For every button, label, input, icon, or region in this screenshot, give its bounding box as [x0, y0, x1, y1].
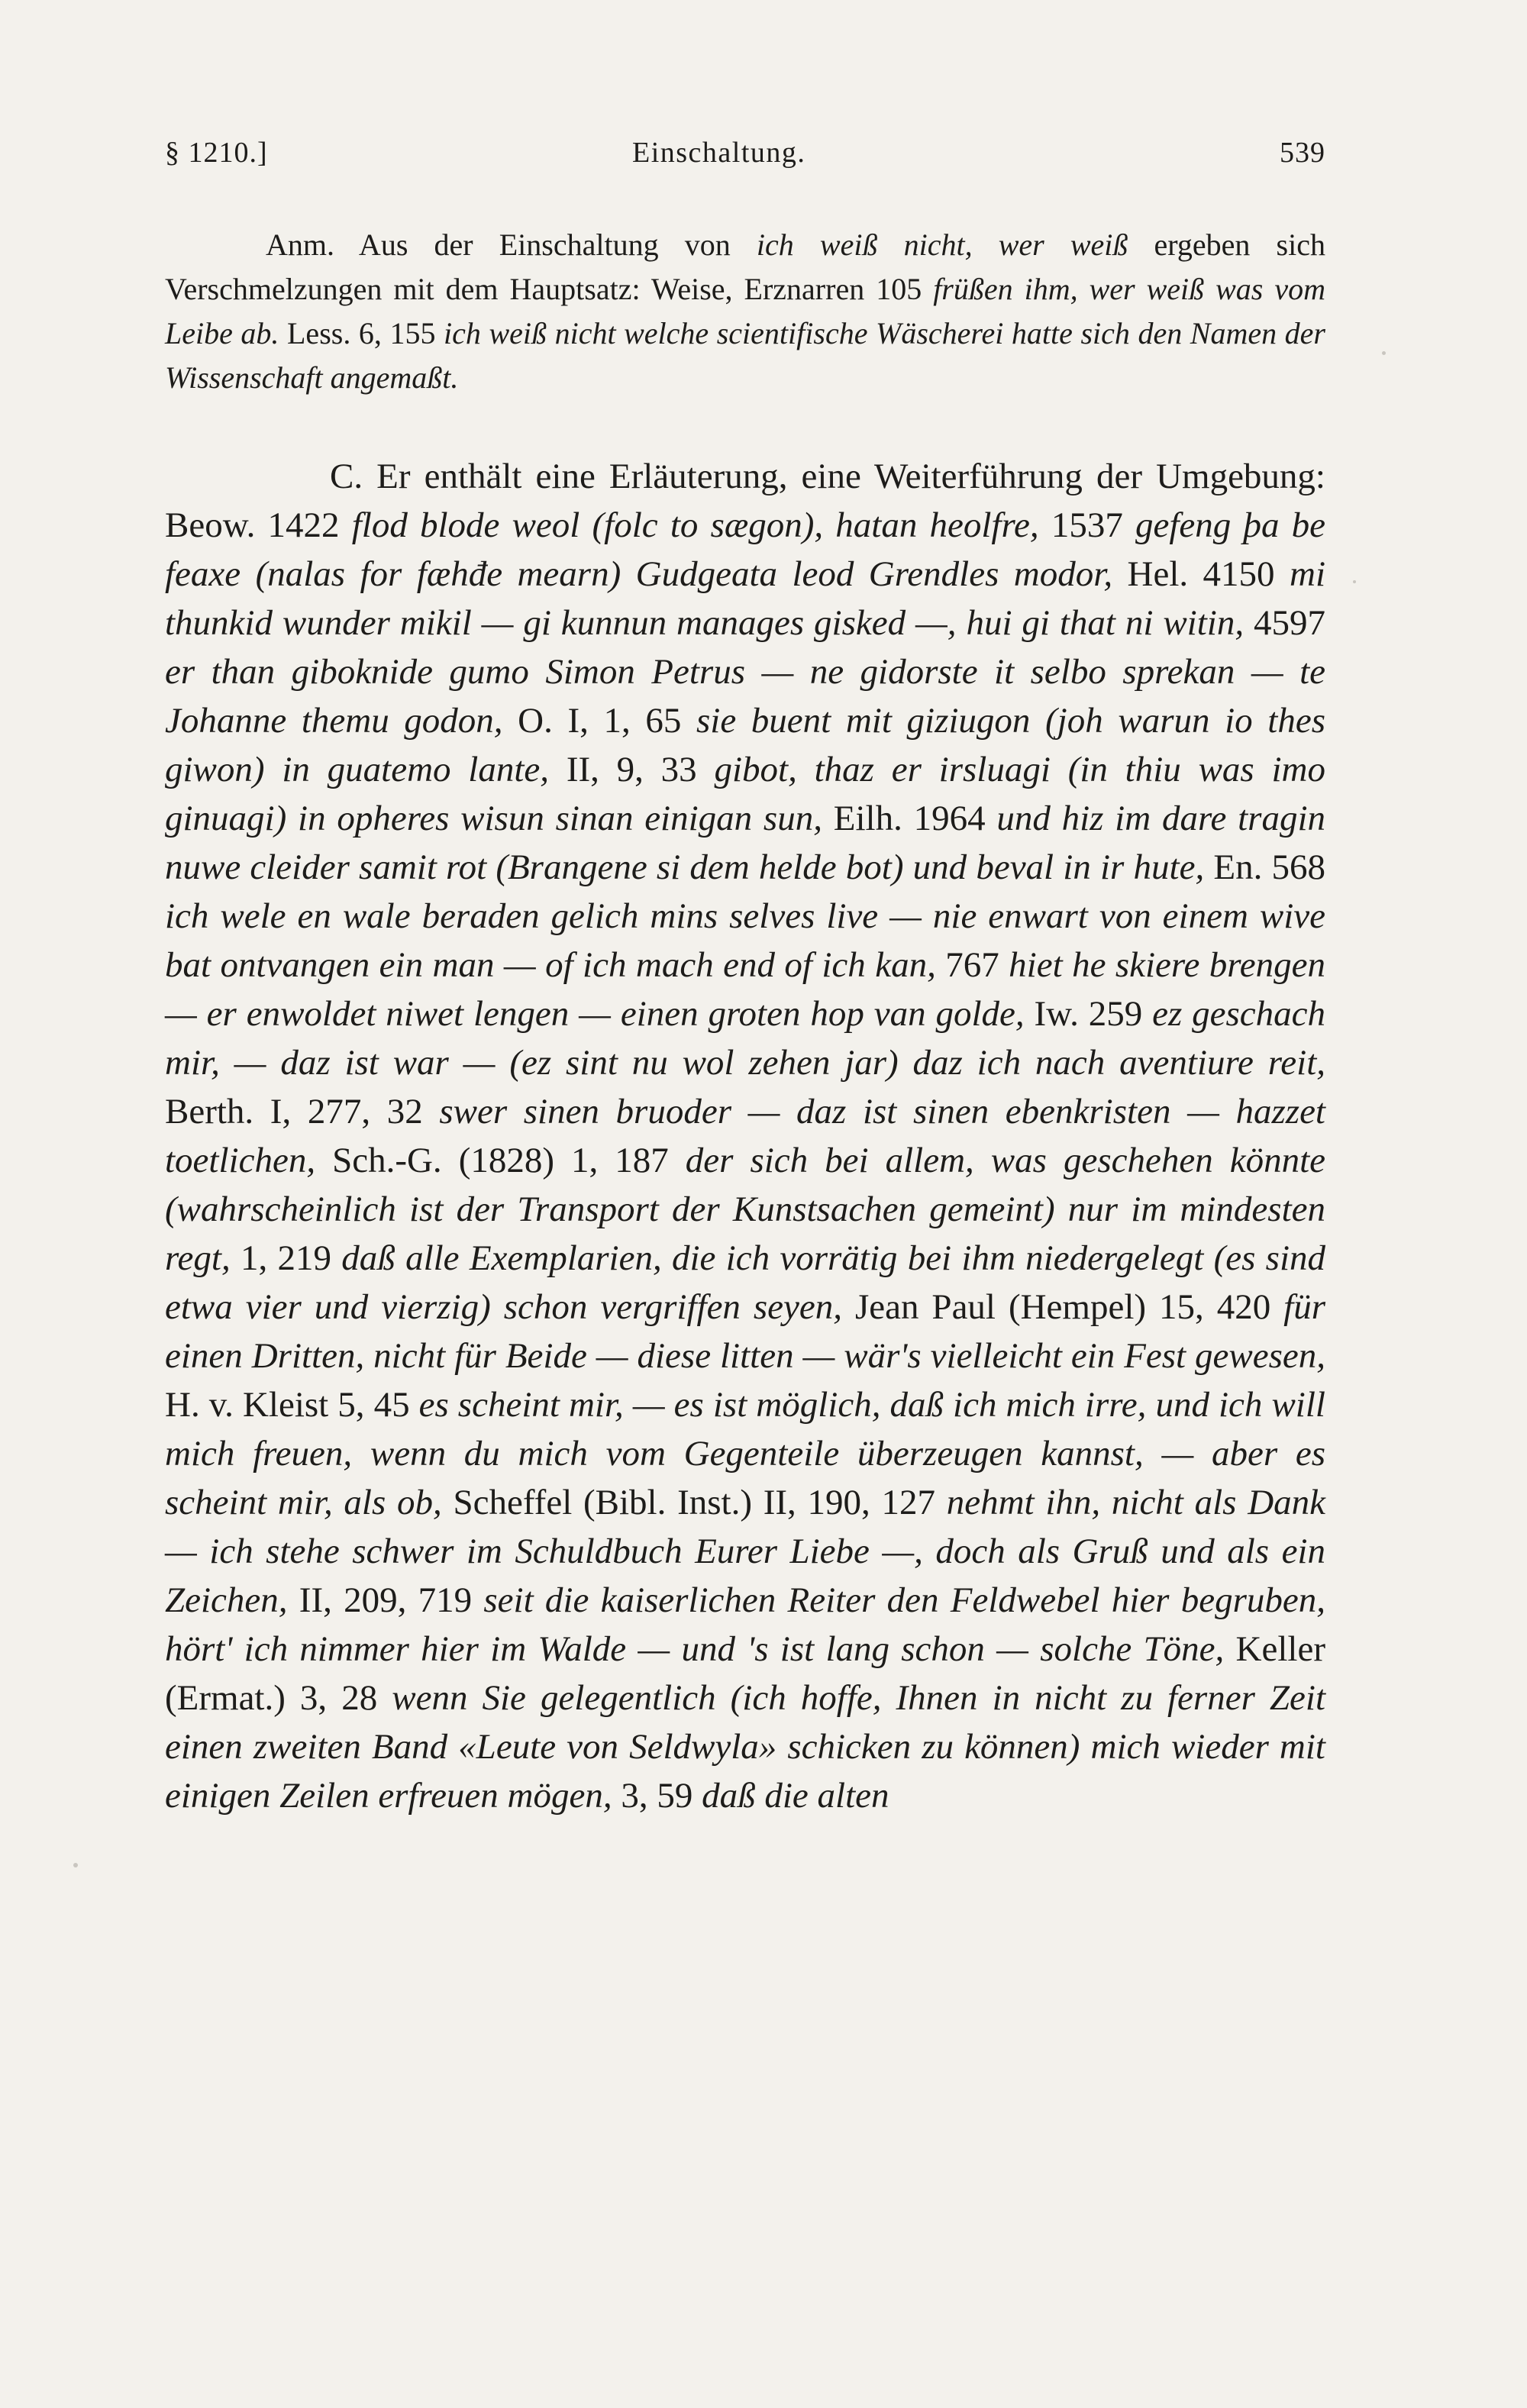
quotation-text: der sich bei allem, was geschehen könnte (wahrscheinlich ist der Transport der Kunstsachen gemeint) nur im mindesten regt, — [165, 1141, 1325, 1278]
citation-text: Anm. Aus der Einschaltung von — [266, 228, 757, 262]
section-reference: § 1210.] — [165, 137, 268, 169]
quotation-text: hiet he skiere brengen — er enwoldet niwet lengen — einen groten hop van golde, — [165, 945, 1326, 1034]
quotation-text: und hiz im dare tragin nuwe cleider samit rot (Brangene si dem helde bot) und beval in ir hute, — [165, 799, 1326, 887]
quotation-text: er than giboknide gumo Simon Petrus — ne gidorste it selbo sprekan — te Johanne themu godon, — [165, 652, 1325, 741]
quotation-text: daß die alten — [702, 1776, 889, 1816]
quotation-text: ich weiß nicht welche scientifische Wäscherei hatte sich den Namen der Wissenschaft angemaßt. — [165, 316, 1325, 395]
page-number: 539 — [1280, 137, 1325, 169]
citation-text: O. I, 1, 65 — [502, 701, 696, 741]
citation-text: Eilh. 1964 — [822, 799, 997, 838]
citation-text: Berth. I, 277, 32 — [165, 1092, 440, 1131]
quotation-text: früßen ihm, wer weiß was vom Leibe ab. — [165, 272, 1325, 350]
quotation-text: ich weiß nicht, wer weiß — [756, 228, 1128, 262]
citation-text: Jean Paul (Hempel) 15, 420 — [842, 1287, 1284, 1327]
quotation-text: für einen Dritten, nicht für Beide — diese litten — wär's vielleicht ein Fest gewesen, — [165, 1287, 1326, 1376]
quotation-text: gefeng þa be feaxe (nalas for fæhđe mearn) Gudgeata leod Grendles modor, — [165, 505, 1326, 594]
quotation-text: ich wele en wale beraden gelich mins selves live — nie enwart von einem wive bat ontvangen ein man — of ich mach end of ich kan, — [165, 896, 1325, 985]
quotation-text: daß alle Exemplarien, die ich vorrätig bei ihm niedergelegt (es sind etwa vier und vierzig) schon vergriffen seyen, — [165, 1238, 1326, 1327]
paper-speck — [73, 1863, 78, 1867]
citation-text: Hel. 4150 — [1112, 554, 1290, 594]
quotation-text: swer sinen bruoder — daz ist sinen ebenkristen — hazzet toetlichen, — [165, 1092, 1325, 1180]
quotation-text: flod blode weol (folc to sægon), hatan heolfre, — [351, 505, 1039, 545]
citation-text: Keller (Ermat.) 3, 28 — [165, 1629, 1325, 1718]
quotation-text: nehmt ihn, nicht als Dank — ich stehe schwer im Schuldbuch Eurer Liebe —, doch als Gruß und als ein Zeichen, — [165, 1483, 1325, 1620]
paper-speck — [1382, 351, 1386, 355]
quotation-text: seit die kaiserlichen Reiter den Feldwebel hier begruben, hört' ich nimmer hier im Walde — und 's ist lang schon — solche Töne, — [165, 1580, 1325, 1669]
citation-text: Less. 6, 155 — [279, 316, 444, 350]
citation-text: II, 9, 33 — [549, 750, 715, 789]
quotation-text: wenn Sie gelegentlich (ich hoffe, Ihnen in nicht zu ferner Zeit einen zweiten Band «Leute von Seldwyla» schicken zu können) mich wieder mit einigen Zeilen erfreuen mögen, — [165, 1678, 1326, 1816]
citation-text: ergeben sich Verschmelzungen mit dem Hauptsatz: Weise, Erznarren 105 — [165, 228, 1325, 306]
quotation-text: es scheint mir, — es ist möglich, daß ich mich irre, und ich will mich freuen, wenn du mich vom Gegenteile überzeugen kannst, — aber es scheint mir, als ob, — [165, 1385, 1325, 1522]
running-title: Einschaltung. — [632, 137, 806, 169]
section-c-paragraph — [165, 452, 1325, 1820]
citation-text: Iw. 259 — [1024, 994, 1153, 1034]
citation-text: C. Er enthält eine Erläuterung, eine Weiterführung der Umgebung: Beow. 1422 — [165, 457, 1325, 545]
quotation-text: gibot, thaz er irsluagi (in thiu was imo ginuagi) in opheres wisun sinan einigan sun, — [165, 750, 1325, 838]
citation-text: 3, 59 — [612, 1776, 702, 1816]
note-paragraph — [165, 223, 1325, 400]
quotation-text: mi thunkid wunder mikil — gi kunnun manages gisked —, hui gi that ni witin, — [165, 554, 1325, 643]
running-header — [165, 136, 1325, 182]
quotation-text: ez geschach mir, — daz ist war — (ez sint nu wol zehen jar) daz ich nach aventiure reit, — [165, 994, 1326, 1083]
citation-text: 1537 — [1038, 505, 1136, 545]
citation-text: Scheffel (Bibl. Inst.) II, 190, 127 — [441, 1483, 947, 1522]
citation-text: 767 — [935, 945, 1009, 985]
citation-text: H. v. Kleist 5, 45 — [165, 1385, 419, 1425]
citation-text: 1, 219 — [230, 1238, 342, 1278]
citation-text: 4597 — [1244, 603, 1326, 643]
citation-text: II, 209, 719 — [287, 1580, 484, 1620]
citation-text: En. 568 — [1204, 847, 1325, 887]
citation-text: Sch.-G. (1828) 1, 187 — [315, 1141, 686, 1180]
quotation-text: sie buent mit giziugon (joh warun io thes giwon) in guatemo lante, — [165, 701, 1325, 789]
main-text — [165, 452, 1325, 1820]
paper-speck — [1353, 580, 1356, 583]
annotation-note — [165, 223, 1325, 400]
